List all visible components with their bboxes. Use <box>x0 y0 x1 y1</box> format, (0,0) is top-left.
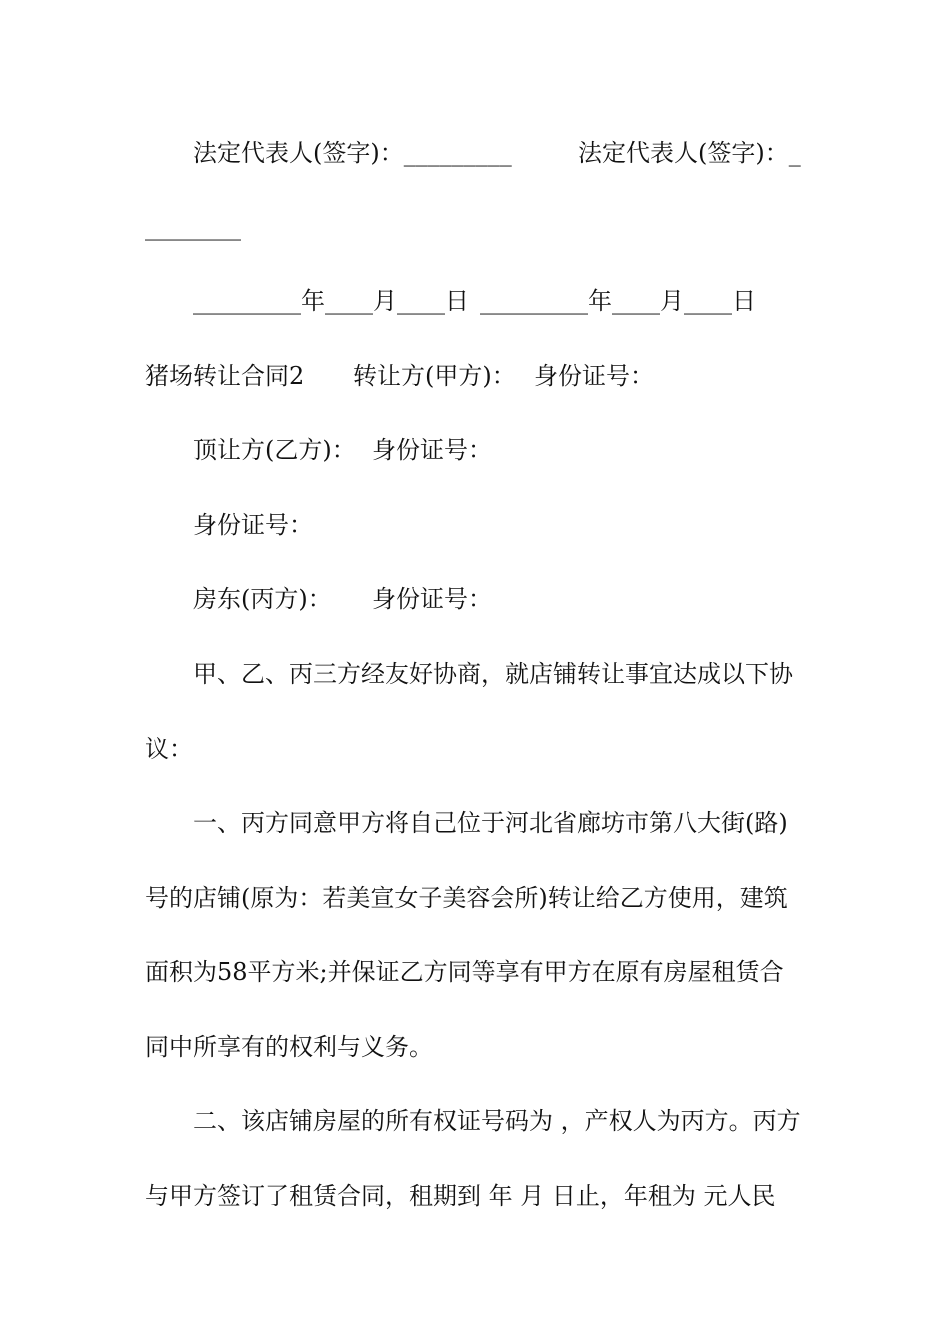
transferee-label: 顶让方(乙方)： <box>193 436 356 464</box>
transferor-id-label: 身份证号： <box>534 362 654 390</box>
date-left: _________年____月____日 <box>193 287 469 315</box>
transferor-label: 转让方(甲方)： <box>353 362 516 390</box>
intro-paragraph-line-1: 甲、乙、丙三方经友好协商，就店铺转让事宜达成以下协 <box>193 660 793 688</box>
clause-1-line-2: 号的店铺(原为：若美宣女子美容会所)转让给乙方使用，建筑 <box>145 884 788 912</box>
legal-rep-signature-right: 法定代表人(签字)：_ <box>578 139 801 167</box>
contract-title: 猪场转让合同2 <box>145 362 305 390</box>
legal-rep-signature-right-continued: ________ <box>145 213 241 241</box>
extra-id-label: 身份证号： <box>193 511 313 539</box>
clause-1-line-1: 一、丙方同意甲方将自己位于河北省廊坊市第八大街(路) <box>193 809 788 837</box>
intro-paragraph-line-2: 议： <box>145 735 193 763</box>
clause-1-line-4: 同中所享有的权利与义务。 <box>145 1033 433 1061</box>
clause-1-line-3: 面积为58平方米;并保证乙方同等享有甲方在原有房屋租赁合 <box>145 958 784 986</box>
landlord-label: 房东(丙方)： <box>193 585 332 613</box>
landlord-id-label: 身份证号： <box>372 585 492 613</box>
legal-rep-signature-left: 法定代表人(签字)：_________ <box>193 139 512 167</box>
transferee-id-label: 身份证号： <box>372 436 492 464</box>
clause-2-line-2: 与甲方签订了租赁合同，租期到 年 月 日止，年租为 元人民 <box>145 1182 776 1210</box>
date-right: _________年____月____日 <box>480 287 756 315</box>
clause-2-line-1: 二、该店铺房屋的所有权证号码为 ，产权人为丙方。丙方 <box>193 1107 801 1135</box>
